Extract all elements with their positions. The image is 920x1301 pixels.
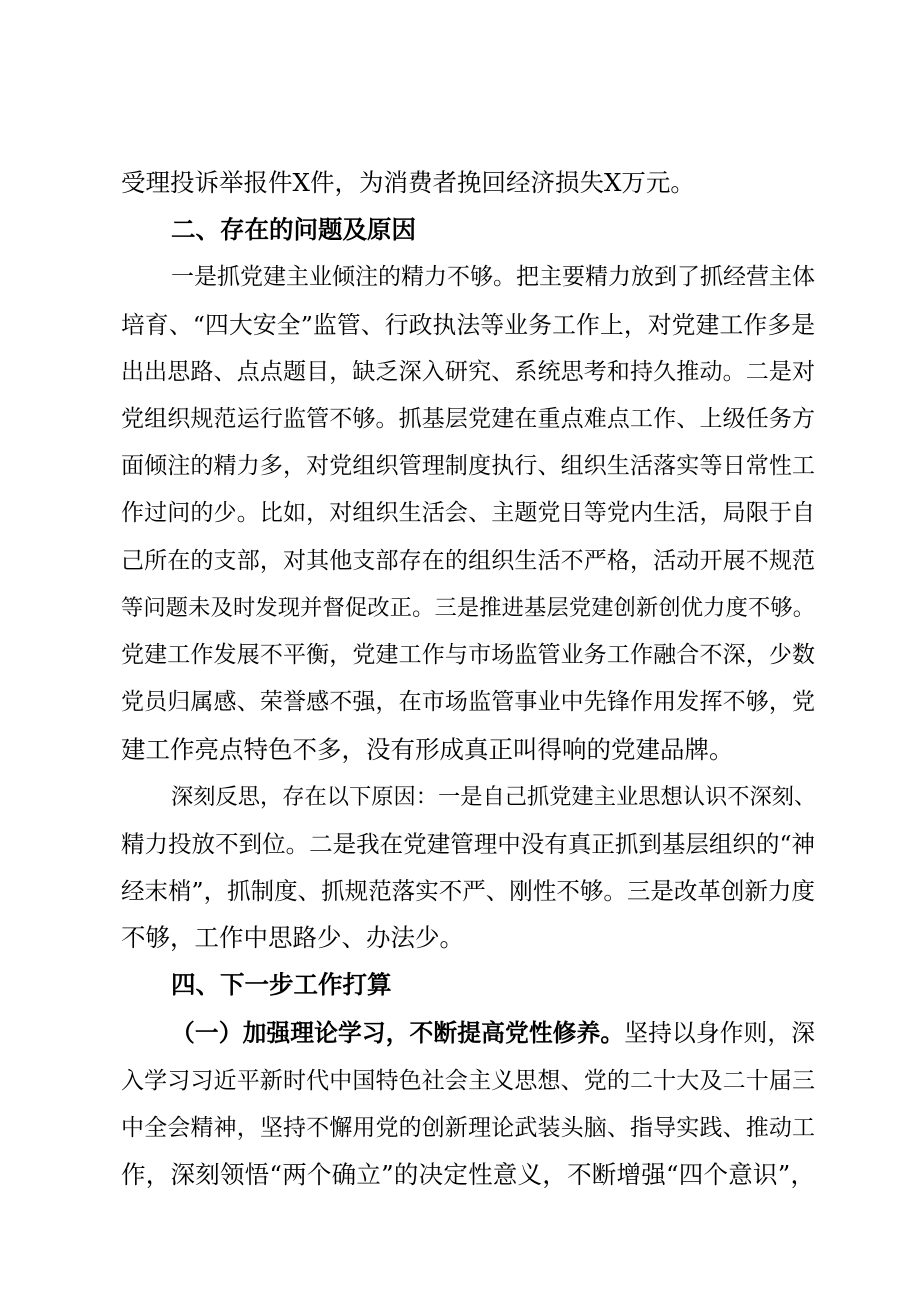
paragraph-line: 入学习习近平新时代中国特色社会主义思想、党的二十大及二十届三 [121, 1068, 815, 1094]
section-heading-problems: 二、存在的问题及原因 [171, 215, 416, 244]
paragraph-line: 经末梢”，抓制度、抓规范落实不严、刚性不够。三是改革创新力度 [121, 877, 815, 905]
paragraph-line: 精力投放不到位。二是我在党建管理中没有真正抓到基层组织的“神 [121, 830, 815, 858]
paragraph-line: 党组织规范运行监管不够。抓基层党建在重点难点工作、上级任务方 [121, 406, 815, 432]
paragraph-line: 培育、“四大安全”监管、行政执法等业务工作上，对党建工作多是 [121, 311, 815, 339]
paragraph-line: 党建工作发展不平衡，党建工作与市场监管业务工作融合不深，少数 [121, 642, 815, 668]
paragraph-line: 不够，工作中思路少、办法少。 [121, 923, 464, 952]
section-heading-next-steps: 四、下一步工作打算 [171, 970, 392, 999]
paragraph-line: 党员归属感、荣誉感不强，在市场监管事业中先锋作用发挥不够，党 [121, 689, 815, 715]
paragraph-line: 中全会精神，坚持不懈用党的创新理论武装头脑、指导实践、推动工 [121, 1115, 815, 1141]
paragraph-line: 己所在的支部，对其他支部存在的组织生活不严格，活动开展不规范 [121, 548, 815, 574]
paragraph-line: 作，深刻领悟“两个确立”的决定性意义，不断增强“四个意识”， [121, 1160, 815, 1189]
paragraph-line: 等问题未及时发现并督促改正。三是推进基层党建创新创优力度不够。 [121, 595, 815, 621]
paragraph-line: 深刻反思，存在以下原因：一是自己抓党建主业思想认识不深刻、 [171, 784, 817, 810]
paragraph-line: 建工作亮点特色不多，没有形成真正叫得响的党建品牌。 [121, 735, 734, 764]
paragraph-text: 坚持以身作则，深 [624, 1019, 815, 1047]
paragraph-line: 一是抓党建主业倾注的精力不够。把主要精力放到了抓经营主体 [171, 264, 815, 290]
paragraph-line: 受理投诉举报件X件，为消费者挽回经济损失X万元。 [121, 168, 695, 197]
paragraph-line: 出出思路、点点题目，缺乏深入研究、系统思考和持久推动。二是对 [121, 359, 815, 385]
paragraph-line: 面倾注的精力多，对党组织管理制度执行、组织生活落实等日常性工 [121, 453, 815, 479]
paragraph-line: 作过问的少。比如，对组织生活会、主题党日等党内生活，局限于自 [121, 500, 815, 526]
subheading-theory-study: （一）加强理论学习，不断提高党性修养。 [171, 1019, 625, 1047]
paragraph-line-with-subheading [171, 1018, 815, 1048]
